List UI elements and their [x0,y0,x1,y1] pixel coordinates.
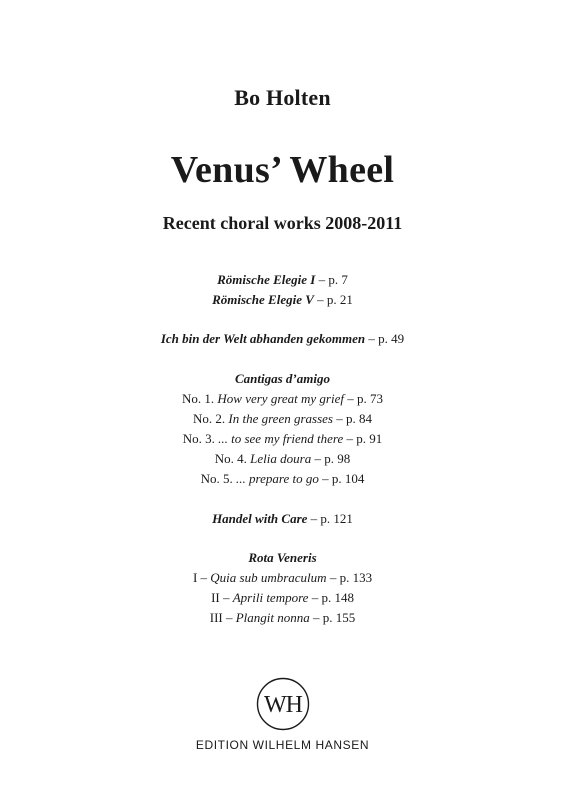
toc-title: Römische Elegie V [212,292,314,307]
toc-entry-cantigas-2 [0,409,565,429]
toc-page: – p. 21 [313,292,353,307]
toc-heading-rota-veneris: Rota Veneris [248,550,317,565]
toc-page: – p. 155 [309,610,356,625]
toc-number: II – [211,590,233,605]
toc-entry-handel-with-care [0,509,565,529]
toc-page: – p. 73 [344,391,383,406]
toc-title: Plangit nonna [235,610,310,625]
toc-entry-cantigas-4 [0,449,565,469]
toc-entry-cantigas-1 [0,389,565,409]
toc-entry-cantigas-3 [0,429,565,449]
toc-number: III – [209,610,236,625]
toc-title: Quia sub umbraculum [210,570,327,585]
book-subtitle: Recent choral works 2008-2011 [162,213,403,233]
toc-title: Handel with Care [212,511,308,526]
toc-title: In the green grasses [228,411,333,426]
toc-entry-rota-1 [0,568,565,588]
toc-entry-roemische-elegie-1 [0,270,565,290]
toc-page: – p. 7 [315,272,348,287]
toc-title: ... to see my friend there [218,431,344,446]
toc-title: Lelia doura [250,451,312,466]
publisher-name: EDITION WILHELM HANSEN [195,738,370,752]
toc-number: No. 1. [182,391,218,406]
toc-title: Aprili tempore [232,590,309,605]
book-title: Venus’ Wheel [170,149,395,191]
toc-number: No. 3. [182,431,219,446]
toc-page: – p. 49 [365,331,405,346]
toc-number: No. 5. [200,471,237,486]
wh-monogram-logo-icon [255,676,311,732]
author-name: Bo Holten [234,85,331,110]
logo-letters: WH [263,692,302,718]
toc-entry-roemische-elegie-5 [0,290,565,310]
toc-title: Ich bin der Welt abhanden gekommen [160,331,366,346]
toc-page: – p. 84 [332,411,372,426]
toc-page: – p. 98 [311,451,351,466]
toc-entry-cantigas-5 [0,469,565,489]
toc-title: How very great my grief [217,391,344,406]
toc-entry-rota-3 [0,608,565,628]
toc-entry-rota-2 [0,588,565,608]
toc-heading-cantigas: Cantigas d’amigo [235,371,330,386]
toc-number: I – [192,570,211,585]
toc-number: No. 2. [193,411,229,426]
toc-number: No. 4. [214,451,251,466]
toc-entry-ich-bin [0,329,565,349]
toc-title: ... prepare to go [236,471,319,486]
publisher-logo [0,676,565,737]
toc-page: – p. 104 [318,471,365,486]
toc-page: – p. 121 [307,511,353,526]
toc-page: – p. 133 [326,570,373,585]
toc-title: Römische Elegie I [217,272,316,287]
toc-page: – p. 91 [343,431,383,446]
toc-page: – p. 148 [308,590,354,605]
